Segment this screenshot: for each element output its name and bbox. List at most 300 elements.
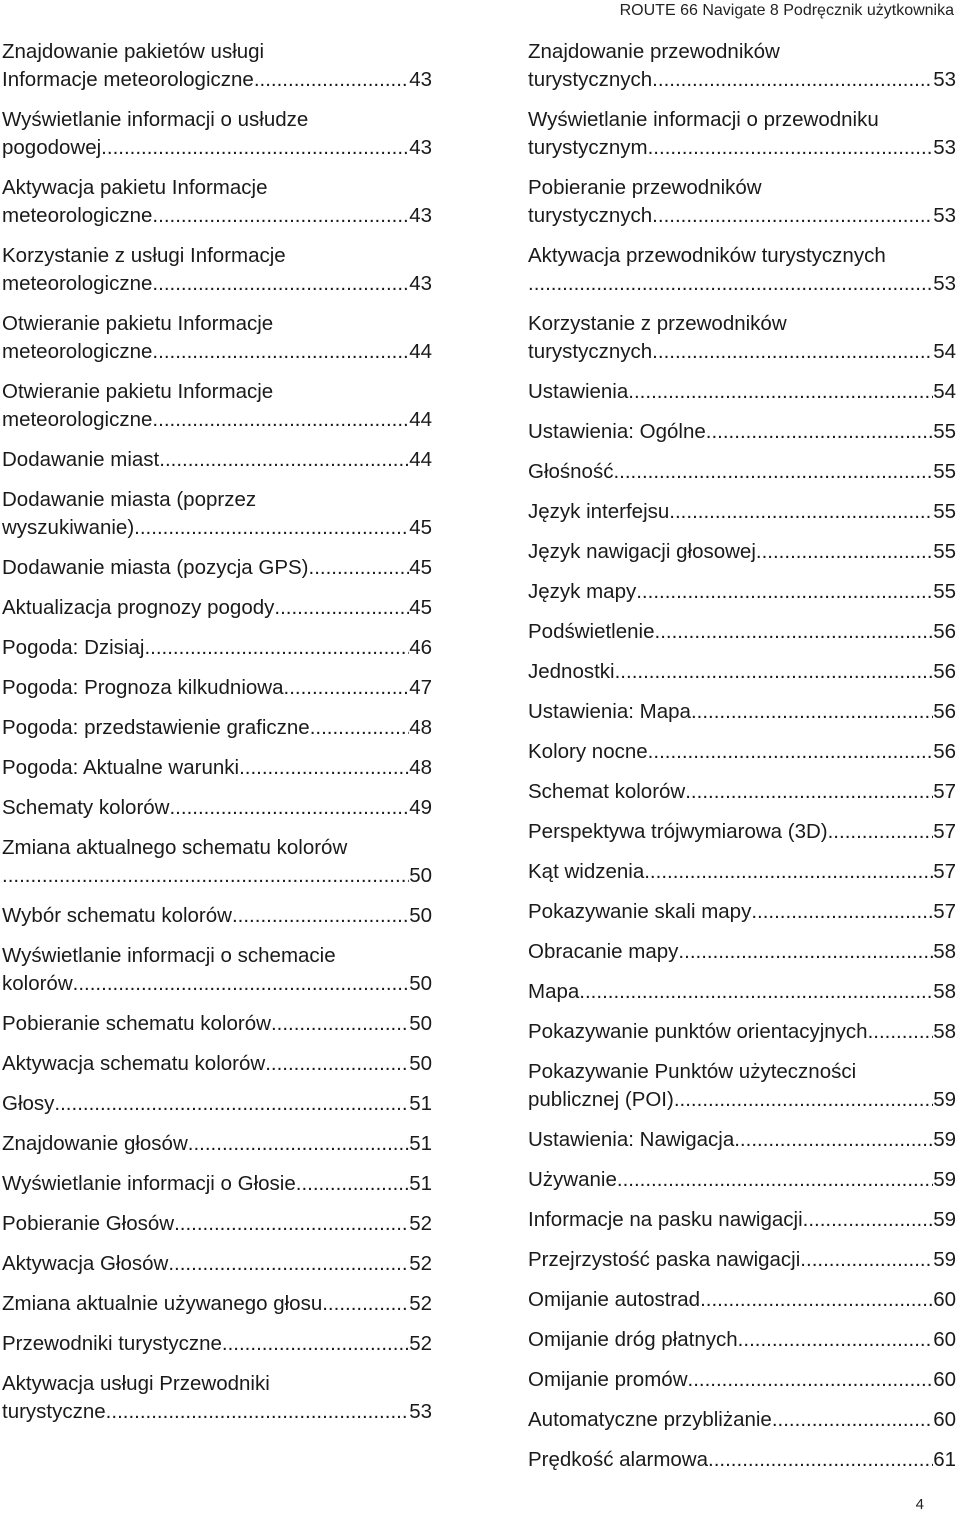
toc-page-number: 50 (409, 904, 432, 927)
toc-entry-line (528, 1366, 956, 1394)
toc-entry-title-tail: Ustawienia: Nawigacja (528, 1128, 735, 1151)
toc-entry-title-tail: meteorologiczne (2, 340, 153, 363)
dot-leader (652, 66, 933, 94)
dot-leader (296, 1170, 409, 1198)
toc-entry-line (528, 1406, 956, 1434)
toc-entry-line (528, 1166, 956, 1194)
toc-page-number: 59 (933, 1168, 956, 1191)
toc-entry-title: Korzystanie z przewodników (528, 312, 787, 335)
running-header: ROUTE 66 Navigate 8 Podręcznik użytkownika (619, 2, 954, 19)
toc-entry[interactable] (2, 1130, 432, 1158)
toc-entry-line (528, 1086, 956, 1114)
toc-entry-title-tail: Znajdowanie głosów (2, 1132, 188, 1155)
dot-leader (674, 1086, 933, 1114)
toc-entry-line (2, 134, 432, 162)
toc-entry-line (528, 458, 956, 486)
toc-entry-title-tail: Dodawanie miast (2, 448, 160, 471)
toc-page-number: 44 (409, 340, 432, 363)
toc-entry-title: Korzystanie z usługi Informacje (2, 244, 286, 267)
toc-entry[interactable] (528, 1018, 956, 1046)
toc-entry[interactable] (2, 1050, 432, 1078)
toc-page-number: 53 (933, 272, 956, 295)
toc-entry-title-tail: Jednostki (528, 660, 615, 683)
dot-leader (134, 514, 409, 542)
toc-entry-line (2, 754, 432, 782)
toc-page-number: 44 (409, 448, 432, 471)
toc-page-number: 60 (933, 1328, 956, 1351)
toc-entry-line (2, 674, 432, 702)
toc-entry-title-tail: Pokazywanie punktów orientacyjnych (528, 1020, 868, 1043)
toc-entry-line (2, 202, 432, 230)
toc-entry[interactable] (528, 538, 956, 566)
dot-leader (260, 66, 410, 94)
toc-entry-line (2, 1090, 432, 1118)
toc-page-number: 53 (933, 204, 956, 227)
toc-entry-title-tail: Zmiana aktualnie używanego głosu (2, 1292, 323, 1315)
dot-leader (708, 1446, 933, 1474)
toc-page-number: 50 (409, 1052, 432, 1075)
toc-entry-title: Wyświetlanie informacji o przewodniku (528, 108, 879, 131)
toc-entry-title-tail: publicznej (POI) (528, 1088, 674, 1111)
toc-page-number: 57 (933, 780, 956, 803)
toc-entry-title (2, 834, 432, 862)
toc-entry-title-tail: Wybór schematu kolorów (2, 904, 232, 927)
toc-page-number: 55 (933, 460, 956, 483)
toc-entry-title-tail: Mapa (528, 980, 580, 1003)
toc-entry[interactable] (528, 310, 956, 366)
toc-entry-line (528, 1246, 956, 1274)
toc-page-number: 55 (933, 540, 956, 563)
toc-page-number: 47 (409, 676, 432, 699)
dot-leader (188, 1130, 409, 1158)
toc-entry-title-tail: Głosy (2, 1092, 55, 1115)
dot-leader (73, 970, 410, 998)
toc-entry-line (2, 514, 432, 542)
toc-entry-title-tail: Informacje na pasku nawigacji (528, 1208, 803, 1231)
toc-entry-line (528, 66, 956, 94)
toc-entry-line (528, 778, 956, 806)
toc-page-number: 49 (409, 796, 432, 819)
dot-leader (222, 1330, 409, 1358)
dot-leader (828, 818, 934, 846)
toc-entry-title-tail: Pogoda: przedstawienie graficzne (2, 716, 310, 739)
dot-leader (274, 594, 409, 622)
toc-entry[interactable] (528, 106, 956, 162)
dot-leader (636, 578, 933, 606)
dot-leader (284, 674, 410, 702)
toc-entry-line (2, 66, 432, 94)
dot-leader (648, 738, 934, 766)
toc-entry[interactable] (2, 242, 432, 298)
toc-entry[interactable] (528, 658, 956, 686)
toc-entry-line (528, 658, 956, 686)
toc-entry-title-tail: Ustawienia: Mapa (528, 700, 691, 723)
toc-page-number: 53 (933, 68, 956, 91)
toc-entry[interactable] (528, 1406, 956, 1434)
toc-entry[interactable] (2, 446, 432, 474)
toc-entry-line (528, 698, 956, 726)
toc-page-number: 53 (933, 136, 956, 159)
toc-entry-line (528, 1326, 956, 1354)
toc-page-number: 60 (933, 1408, 956, 1431)
toc-entry[interactable] (2, 310, 432, 366)
toc-entry-title-tail: Obracanie mapy (528, 940, 679, 963)
toc-entry-title-tail: Dodawanie miasta (pozycja GPS) (2, 556, 309, 579)
toc-entry-line (2, 1250, 432, 1278)
toc-entry-line (2, 1130, 432, 1158)
toc-entry[interactable] (528, 498, 956, 526)
toc-entry-title-tail: Język interfejsu (528, 500, 670, 523)
dot-leader (655, 618, 934, 646)
toc-page-number: 43 (409, 272, 432, 295)
toc-entry[interactable] (2, 834, 432, 890)
dot-leader (152, 338, 409, 366)
toc-entry[interactable] (2, 554, 432, 582)
toc-entry-title-tail: kolorów (2, 972, 73, 995)
toc-entry-line (528, 498, 956, 526)
dot-leader (688, 1366, 934, 1394)
dot-leader (652, 338, 933, 366)
toc-entry-line (2, 634, 432, 662)
toc-entry-title: Znajdowanie pakietów usługi (2, 40, 265, 63)
dot-leader (232, 902, 409, 930)
dot-leader (152, 406, 409, 434)
toc-entry[interactable] (2, 902, 432, 930)
toc-entry-title-tail: Kąt widzenia (528, 860, 645, 883)
toc-entry[interactable] (528, 978, 956, 1006)
toc-entry-title-tail: turystycznych (528, 68, 653, 91)
toc-entry-title (528, 242, 956, 270)
dot-leader (159, 446, 409, 474)
toc-entry-line (528, 538, 956, 566)
toc-entry-line (528, 1206, 956, 1234)
page-number: 4 (915, 1496, 924, 1513)
toc-entry-title-tail: Pogoda: Dzisiaj (2, 636, 145, 659)
toc-entry-line (528, 978, 956, 1006)
toc-page-number: 54 (933, 380, 956, 403)
toc-entry[interactable] (528, 378, 956, 406)
toc-entry-title-tail: Ustawienia (528, 380, 629, 403)
toc-entry[interactable] (2, 714, 432, 742)
toc-entry[interactable] (2, 1250, 432, 1278)
toc-page-number: 45 (409, 596, 432, 619)
toc-entry-line (2, 902, 432, 930)
toc-entry-title-tail: Głośność (528, 460, 614, 483)
toc-entry-line (2, 446, 432, 474)
toc-entry[interactable] (528, 174, 956, 230)
toc-entry-line (2, 554, 432, 582)
toc-entry-line (528, 1018, 956, 1046)
toc-entry-title-tail: Pokazywanie skali mapy (528, 900, 752, 923)
toc-page-number: 56 (933, 660, 956, 683)
toc-entry-line (528, 1446, 956, 1474)
toc-entry[interactable] (2, 942, 432, 998)
toc-entry-title-tail: wyszukiwanie) (2, 516, 135, 539)
toc-entry[interactable] (2, 634, 432, 662)
dot-leader (144, 634, 409, 662)
toc-entry-title-tail: Kolory nocne (528, 740, 648, 763)
toc-entry-title-tail: Podświetlenie (528, 620, 655, 643)
dot-leader (54, 1090, 409, 1118)
toc-entry-line (2, 970, 432, 998)
toc-entry[interactable] (2, 1170, 432, 1198)
toc-page-number: 53 (409, 1400, 432, 1423)
toc-entry-title-tail: pogodowej (2, 136, 102, 159)
toc-entry-line (528, 738, 956, 766)
toc-entry-title-tail: meteorologiczne (2, 272, 153, 295)
toc-entry-title: Znajdowanie przewodników (528, 40, 780, 63)
toc-entry-line (2, 1210, 432, 1238)
toc-entry[interactable] (528, 818, 956, 846)
toc-entry-line (2, 1290, 432, 1318)
toc-page-number: 51 (409, 1132, 432, 1155)
toc-page-number: 60 (933, 1288, 956, 1311)
dot-leader (322, 1290, 409, 1318)
toc-entry[interactable] (528, 858, 956, 886)
toc-entry-title-tail: Omijanie dróg płatnych (528, 1328, 738, 1351)
dot-leader (756, 538, 933, 566)
toc-entry-title-tail: turystycznych (528, 340, 653, 363)
toc-entry[interactable] (528, 1366, 956, 1394)
toc-entry[interactable] (528, 618, 956, 646)
dot-leader (706, 418, 933, 446)
toc-entry[interactable] (2, 174, 432, 230)
toc-entry-title: Otwieranie pakietu Informacje (2, 380, 274, 403)
toc-page-number: 58 (933, 980, 956, 1003)
toc-entry-line (528, 378, 956, 406)
toc-entry-line (2, 1398, 432, 1426)
toc-page-number: 45 (409, 556, 432, 579)
toc-entry[interactable] (528, 418, 956, 446)
toc-entry[interactable] (528, 578, 956, 606)
toc-entry[interactable] (528, 242, 956, 298)
dot-leader (648, 134, 934, 162)
dot-leader (152, 202, 409, 230)
toc-page-number: 57 (933, 820, 956, 843)
toc-entry-title-tail: Używanie (528, 1168, 617, 1191)
toc-entry-title-tail: turystycznym (528, 136, 648, 159)
toc-entry-title-tail: Aktualizacja prognozy pogody (2, 596, 275, 619)
toc-entry-title: Otwieranie pakietu Informacje (2, 312, 274, 335)
toc-entry[interactable] (2, 794, 432, 822)
dot-leader (678, 938, 933, 966)
toc-entry-title-text: Zmiana aktualnego schematu kolorów (2, 836, 348, 859)
toc-entry[interactable] (2, 754, 432, 782)
toc-entry-title-tail: Przejrzystość paska nawigacji (528, 1248, 801, 1271)
toc-entry-title-tail: Pogoda: Prognoza kilkudniowa (2, 676, 284, 699)
dot-leader (310, 714, 409, 742)
toc-entry[interactable] (2, 1330, 432, 1358)
dot-leader (644, 858, 933, 886)
toc-entry-title-tail: meteorologiczne (2, 204, 153, 227)
toc-entry-line (2, 794, 432, 822)
dot-leader (615, 658, 934, 686)
toc-entry-title-tail: Wyświetlanie informacji o Głosie (2, 1172, 296, 1195)
dot-leader (528, 270, 933, 298)
toc-entry[interactable] (2, 38, 432, 94)
toc-entry-line (528, 202, 956, 230)
dot-leader (239, 754, 409, 782)
toc-page-number: 55 (933, 580, 956, 603)
toc-entry[interactable] (528, 1286, 956, 1314)
toc-page-number: 57 (933, 860, 956, 883)
toc-entry-title-tail: Język mapy (528, 580, 637, 603)
toc-page-number: 43 (409, 204, 432, 227)
toc-entry[interactable] (2, 1370, 432, 1426)
toc-page-number: 52 (409, 1332, 432, 1355)
toc-entry[interactable] (528, 1246, 956, 1274)
toc-page-number: 52 (409, 1292, 432, 1315)
toc-entry-title: Aktywacja usługi Przewodniki (2, 1372, 270, 1395)
dot-leader (152, 270, 409, 298)
toc-entry[interactable] (528, 1166, 956, 1194)
toc-page-number: 56 (933, 620, 956, 643)
dot-leader (579, 978, 933, 1006)
toc-entry[interactable] (528, 1206, 956, 1234)
toc-entry-title-tail: Pobieranie schematu kolorów (2, 1012, 271, 1035)
toc-entry-title-tail: Omijanie promów (528, 1368, 688, 1391)
toc-entry-title: Aktywacja pakietu Informacje (2, 176, 268, 199)
dot-leader (734, 1126, 933, 1154)
toc-page-number: 59 (933, 1128, 956, 1151)
toc-entry-line (528, 338, 956, 366)
toc-entry-title-tail: Schemat kolorów (528, 780, 686, 803)
dot-leader (617, 1166, 933, 1194)
toc-entry-line (528, 270, 956, 298)
toc-page-number: 56 (933, 700, 956, 723)
toc-entry-title: Dodawanie miasta (poprzez (2, 488, 257, 511)
toc-page-number: 51 (409, 1172, 432, 1195)
toc-entry-line (2, 862, 432, 890)
toc-page-number: 60 (933, 1368, 956, 1391)
toc-page-number: 44 (409, 408, 432, 431)
toc-entry-title-text: Aktywacja przewodników turystycznych (528, 244, 886, 267)
toc-entry-line (528, 578, 956, 606)
toc-entry-line (2, 1330, 432, 1358)
toc-entry-line (2, 406, 432, 434)
toc-entry[interactable] (2, 1010, 432, 1038)
toc-page-number: 59 (933, 1248, 956, 1271)
toc-page-number: 58 (933, 1020, 956, 1043)
toc-entry-title: Wyświetlanie informacji o usłudze (2, 108, 309, 131)
dot-leader (772, 1406, 933, 1434)
toc-entry[interactable] (2, 106, 432, 162)
dot-leader (613, 458, 933, 486)
toc-entry[interactable] (2, 1210, 432, 1238)
toc-entry-title-tail: Przewodniki turystyczne (2, 1332, 222, 1355)
toc-entry[interactable] (528, 1446, 956, 1474)
dot-leader (669, 498, 933, 526)
toc-entry[interactable] (2, 486, 432, 542)
toc-entry-line (2, 594, 432, 622)
toc-entry-line (528, 898, 956, 926)
toc-entry[interactable] (528, 1326, 956, 1354)
toc-entry[interactable] (2, 674, 432, 702)
toc-entry-title-tail: Pobieranie Głosów (2, 1212, 175, 1235)
toc-entry[interactable] (528, 1058, 956, 1114)
dot-leader (652, 202, 933, 230)
toc-entry-title: Pokazywanie Punktów użyteczności (528, 1060, 857, 1083)
toc-entry-line (528, 1126, 956, 1154)
toc-entry-line (2, 338, 432, 366)
toc-page-number: 57 (933, 900, 956, 923)
dot-leader (101, 134, 409, 162)
toc-entry-line (2, 1050, 432, 1078)
toc-entry[interactable] (528, 938, 956, 966)
toc-page-number: 43 (409, 68, 432, 91)
toc-entry-title-tail: Perspektywa trójwymiarowa (3D) (528, 820, 828, 843)
toc-page-number: 58 (933, 940, 956, 963)
dot-leader (685, 778, 933, 806)
toc-entry-title-tail: Automatyczne przybliżanie (528, 1408, 772, 1431)
dot-leader (265, 1050, 409, 1078)
toc-entry[interactable] (528, 38, 956, 94)
dot-leader (751, 898, 933, 926)
toc-page-number: 45 (409, 516, 432, 539)
toc-entry-title: Wyświetlanie informacji o schemacie (2, 944, 336, 967)
toc-entry[interactable] (528, 778, 956, 806)
toc-page-number: 54 (933, 340, 956, 363)
toc-page-number: 50 (409, 1012, 432, 1035)
toc-entry[interactable] (528, 898, 956, 926)
toc-entry-line (528, 1286, 956, 1314)
toc-page-number: 50 (409, 864, 432, 887)
dot-leader (628, 378, 933, 406)
toc-entry-title-tail: Aktywacja Głosów (2, 1252, 169, 1275)
dot-leader (169, 794, 409, 822)
toc-entry[interactable] (528, 458, 956, 486)
toc-entry[interactable] (528, 738, 956, 766)
dot-leader (803, 1206, 934, 1234)
toc-entry-line (528, 134, 956, 162)
toc-page-number: 52 (409, 1212, 432, 1235)
toc-column-right (528, 38, 956, 1486)
toc-entry-title: Pobieranie przewodników (528, 176, 762, 199)
dot-leader (271, 1010, 409, 1038)
toc-page-number: 48 (409, 756, 432, 779)
toc-entry[interactable] (2, 378, 432, 434)
toc-entry[interactable] (528, 698, 956, 726)
toc-entry[interactable] (528, 1126, 956, 1154)
toc-entry[interactable] (2, 594, 432, 622)
toc-column-left (2, 38, 432, 1438)
dot-leader (106, 1398, 410, 1426)
toc-page-number: 43 (409, 136, 432, 159)
toc-entry-line (2, 714, 432, 742)
toc-entry[interactable] (2, 1090, 432, 1118)
toc-entry-title-tail: Ustawienia: Ogólne (528, 420, 706, 443)
toc-entry-title-tail: turystycznych (528, 204, 653, 227)
toc-entry-title-tail: Omijanie autostrad (528, 1288, 701, 1311)
toc-entry-line (2, 1170, 432, 1198)
toc-entry-title-tail: Pogoda: Aktualne warunki (2, 756, 240, 779)
toc-entry-line (528, 938, 956, 966)
toc-entry-title-tail: Prędkość alarmowa (528, 1448, 709, 1471)
toc-entry[interactable] (2, 1290, 432, 1318)
toc-entry-title-tail: turystyczne (2, 1400, 106, 1423)
toc-entry-title-tail: Informacje meteorologiczne. (2, 68, 260, 91)
dot-leader (2, 862, 409, 890)
dot-leader (168, 1250, 409, 1278)
toc-entry-title-tail: Aktywacja schematu kolorów (2, 1052, 266, 1075)
toc-entry-title-tail: meteorologiczne (2, 408, 153, 431)
toc-page-number: 48 (409, 716, 432, 739)
dot-leader (700, 1286, 933, 1314)
toc-entry-line (528, 418, 956, 446)
toc-page-number: 50 (409, 972, 432, 995)
toc-entry-line (2, 1010, 432, 1038)
toc-page-number: 59 (933, 1208, 956, 1231)
